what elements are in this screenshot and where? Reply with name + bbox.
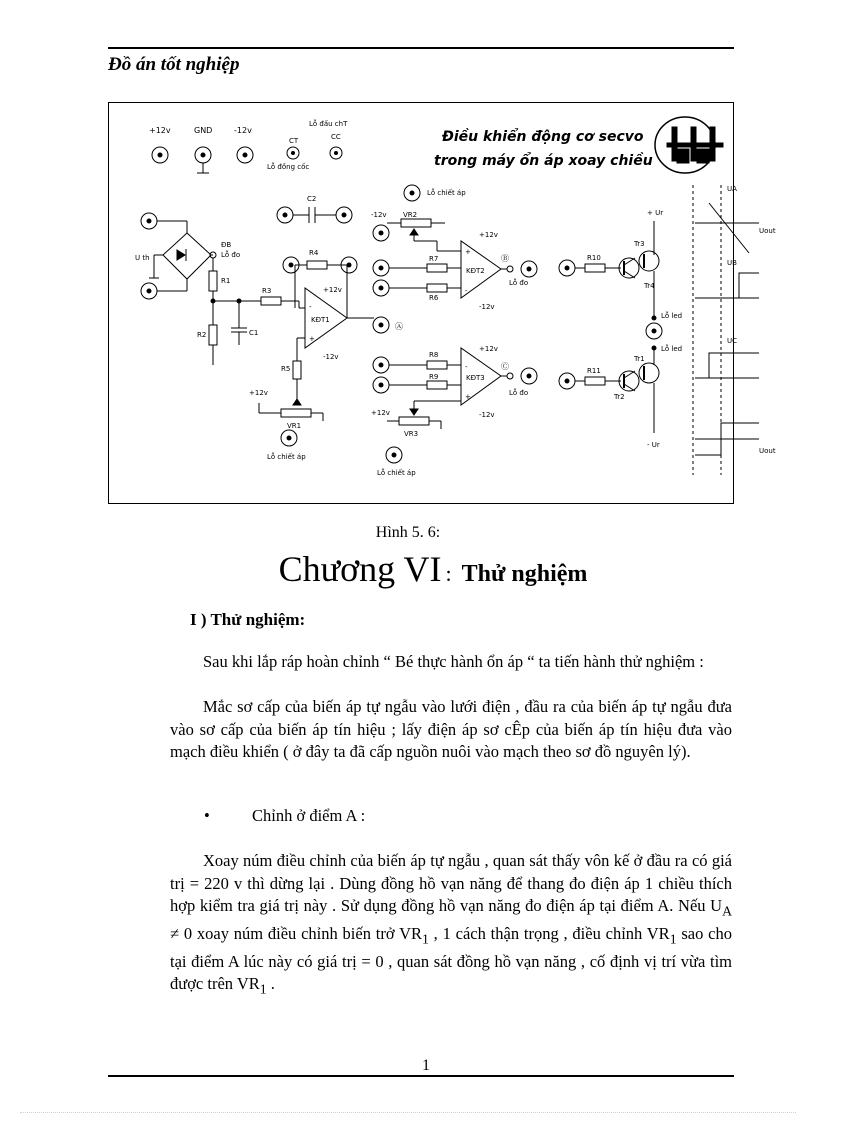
svg-text:Tr2: Tr2: [614, 393, 625, 401]
svg-text:R6: R6: [429, 294, 439, 302]
svg-text:+12v: +12v: [479, 345, 498, 353]
input-bridge: [135, 213, 281, 365]
svg-text:Lỗ chiết áp: Lỗ chiết áp: [427, 189, 466, 197]
svg-text:ĐB: ĐB: [221, 241, 232, 249]
svg-text:Lỗ led: Lỗ led: [661, 312, 683, 320]
page-edge: [20, 1112, 796, 1113]
svg-text:-12v: -12v: [479, 411, 495, 419]
svg-text:Tr1: Tr1: [634, 355, 645, 363]
svg-text:Lỗ đo: Lỗ đo: [509, 279, 529, 287]
capacitor-c2: [277, 195, 352, 223]
svg-text:U th: U th: [135, 254, 150, 262]
svg-text:+: +: [465, 248, 471, 256]
svg-text:VR1: VR1: [287, 422, 302, 430]
svg-text:Tr3: Tr3: [634, 240, 645, 248]
figure-title-line1: Điều khiển động cơ secvo: [442, 129, 644, 145]
svg-text:KĐT1: KĐT1: [311, 316, 330, 324]
svg-text:UC: UC: [727, 337, 738, 345]
svg-text:-: -: [465, 287, 468, 295]
svg-text:R4: R4: [309, 249, 319, 257]
svg-text:-12v: -12v: [234, 126, 252, 135]
svg-text:R9: R9: [429, 373, 439, 381]
chapter-subtitle: Thử nghiệm: [461, 561, 588, 587]
figure-caption: Hình 5. 6:: [375, 524, 441, 541]
svg-text:R7: R7: [429, 255, 439, 263]
opamp-2: [371, 185, 537, 311]
svg-text:C1: C1: [249, 329, 259, 337]
circuit-diagram: [108, 102, 776, 504]
svg-text:+ Ur: + Ur: [647, 209, 664, 217]
svg-text:R3: R3: [262, 287, 272, 295]
svg-text:R1: R1: [221, 277, 231, 285]
svg-text:R10: R10: [587, 254, 601, 262]
opamp-1: [249, 249, 403, 461]
svg-text:+12v: +12v: [479, 231, 498, 239]
svg-text:Lỗ led: Lỗ led: [661, 345, 683, 353]
chapter-heading: [0, 548, 866, 590]
university-logo: [655, 0, 740, 173]
svg-text:Uout: Uout: [759, 227, 776, 235]
svg-text:-: -: [309, 303, 312, 311]
svg-text:+12v: +12v: [323, 286, 342, 294]
header-rule: [108, 47, 734, 49]
bullet-item: • Chỉnh ở điểm A :: [204, 806, 366, 825]
svg-text:KĐT3: KĐT3: [466, 374, 485, 382]
svg-text:-12v: -12v: [371, 211, 387, 219]
svg-text:CT: CT: [289, 137, 299, 145]
svg-text:VR3: VR3: [404, 430, 419, 438]
svg-text:+: +: [465, 393, 471, 401]
paragraph-2: Mắc sơ cấp của biến áp tự ngẫu vào lưới điện , đầu ra của biến áp tự ngẫu đưa vào sơ cấp của biến áp tín hiệu ; lấy điện áp sơ cÊp của biến áp tín hiệu đưa vào mạch điều khiển ( ở đây ta đã cấp nguồn nuôi vào mạch theo sơ đồ nguyên lý).: [170, 697, 732, 761]
svg-text:Lỗ chiết áp: Lỗ chiết áp: [267, 453, 306, 461]
svg-text:Lỗ đo: Lỗ đo: [221, 251, 241, 259]
svg-text:R8: R8: [429, 351, 439, 359]
svg-text:Tr4: Tr4: [644, 282, 655, 290]
svg-text:-: -: [465, 363, 468, 371]
svg-text:R11: R11: [587, 367, 601, 375]
svg-text:-12v: -12v: [323, 353, 339, 361]
svg-text:CC: CC: [331, 133, 341, 141]
waveform-panel: [693, 185, 776, 475]
svg-text:GND: GND: [194, 126, 213, 135]
svg-text:- Ur: - Ur: [647, 441, 660, 449]
svg-text:R2: R2: [197, 331, 207, 339]
opamp-3: [371, 345, 537, 477]
paragraph-1: Sau khi lắp ráp hoàn chỉnh “ Bé thực hành ổn áp “ ta tiến hành thử nghiệm :: [203, 652, 704, 671]
svg-text:UA: UA: [727, 185, 737, 193]
svg-text:C2: C2: [307, 195, 317, 203]
power-jacks: [149, 119, 348, 173]
figure-title-line2: trong máy ổn áp xoay chiều: [434, 153, 653, 169]
svg-text:+12v: +12v: [249, 389, 268, 397]
svg-text:Lỗ đấu chT: Lỗ đấu chT: [309, 120, 348, 128]
svg-text:+12v: +12v: [371, 409, 390, 417]
paragraph-3: Xoay núm điều chỉnh của biến áp tự ngẫu , quan sát thấy vôn kế ở đầu ra có giá trị = 220 v thì dừng lại . Dùng đồng hồ vạn năng để thang đo điện áp 1 chiều thích hợp kiểm tra giá trị này . Sử dụng đồng hồ vạn năng đo điện áp tại điểm A. Nếu $U_A \ne 0$ xoay núm điều chỉnh biến trở $VR_1$ , 1 cách thận trọng , điều chỉnh $VR_1$ sao cho tại điểm A lúc này có giá trị = 0 , quan sát đồng hồ vạn năng , cố định vị trí vừa tìm được trên $VR_1$ .: [170, 851, 732, 997]
svg-text:Uout: Uout: [759, 447, 776, 455]
svg-text:+12v: +12v: [149, 126, 171, 135]
section-heading: I ) Thử nghiệm:: [190, 610, 306, 629]
svg-text:Ⓒ: Ⓒ: [501, 362, 509, 371]
chapter-colon: :: [445, 561, 452, 586]
svg-text:+: +: [309, 335, 315, 343]
svg-text:VR2: VR2: [403, 211, 418, 219]
svg-text:-12v: -12v: [479, 303, 495, 311]
svg-text:Lỗ đồng cốc: Lỗ đồng cốc: [267, 163, 310, 171]
svg-text:Lỗ đo: Lỗ đo: [509, 389, 529, 397]
header-title: Đồ án tốt nghiệp: [108, 54, 240, 75]
transistor-stage: [559, 209, 682, 449]
page-number: 1: [422, 1057, 430, 1074]
svg-text:Ⓑ: Ⓑ: [501, 254, 509, 263]
svg-text:R5: R5: [281, 365, 291, 373]
footer-rule: [108, 1075, 734, 1077]
svg-text:Lỗ chiết áp: Lỗ chiết áp: [377, 469, 416, 477]
svg-text:UB: UB: [727, 259, 737, 267]
chapter-title: Chương VI: [278, 549, 442, 589]
svg-text:Ⓐ: Ⓐ: [395, 322, 403, 331]
svg-text:KĐT2: KĐT2: [466, 267, 485, 275]
